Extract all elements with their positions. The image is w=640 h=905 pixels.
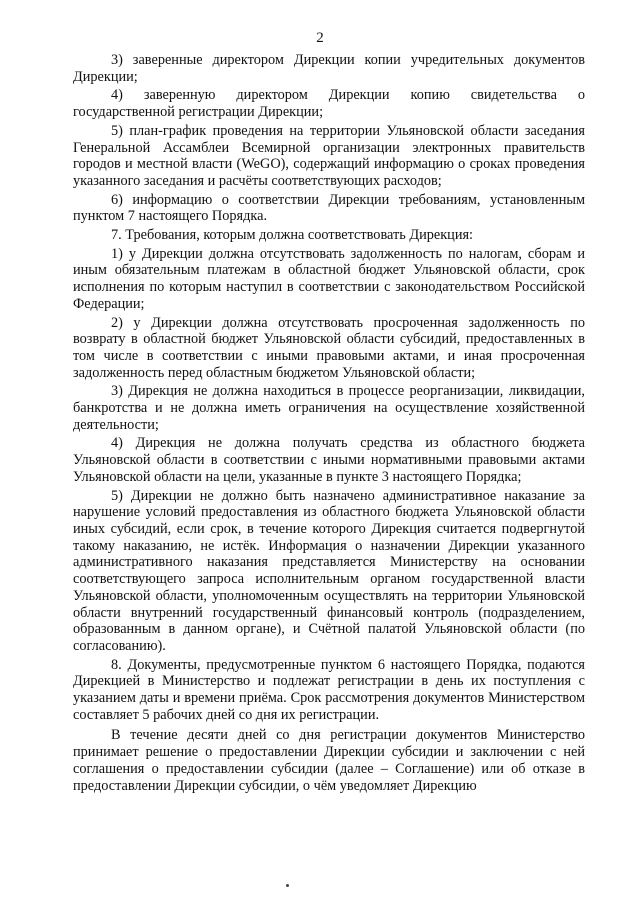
section-8-paragraph: 8. Документы, предусмотренные пунктом 6 настоящего Порядка, подаются Дирекцией в Министерство и подлежат регистрации в день их поступления с указанием даты и времени приёма. Срок рассмотрения документов Министерством составляет 5 рабочих дней со дня их регистрации. — [73, 656, 585, 723]
paragraph-item-5: 5) план-график проведения на территории Ульяновской области заседания Генеральной Ассамблеи Всемирной организации электронных правительств городов и местной власти (WeGO), содержащий информацию о сроках проведения указанного заседания и расчёты соответствующих расходов; — [73, 122, 585, 189]
document-body — [73, 52, 585, 796]
requirement-2: 2) у Дирекции должна отсутствовать просроченная задолженность по возврату в областной бюджет Ульяновской области субсидий, предоставленных в том числе в соответствии с иными правовыми актами, и иная просроченная задолженность перед областным бюджетом Ульяновской области; — [73, 314, 585, 381]
requirement-4: 4) Дирекция не должна получать средства из областного бюджета Ульяновской области в соответствии с иными нормативными правовыми актами Ульяновской области на цели, указанные в пункте 3 настоящего Порядка; — [73, 435, 585, 485]
scan-dot-mark — [286, 884, 289, 887]
requirement-3: 3) Дирекция не должна находиться в процессе реорганизации, ликвидации, банкротства и не должна иметь ограничения на осуществление хозяйственной деятельности; — [73, 383, 585, 433]
requirement-5: 5) Дирекции не должно быть назначено административное наказание за нарушение условий предоставления из областного бюджета Ульяновской области иных субсидий, если срок, в течение которого Дирекция считается подвергнутой такому наказанию, не истёк. Информация о назначении Дирекции указанного административного наказания представляется Министерству на основании соответствующего запроса исполнительным органом государственной власти Ульяновской области, уполномоченным осуществлять на территории Ульяновской области внутренний государственный финансовый контроль (подразделением, образованным в данном органе), и Счётной палатой Ульяновской области (по согласованию). — [73, 487, 585, 654]
paragraph-item-4: 4) заверенную директором Дирекции копию свидетельства о государственной регистрации Дирекции; — [73, 87, 585, 121]
paragraph-item-3: 3) заверенные директором Дирекции копии учредительных документов Дирекции; — [73, 52, 585, 85]
requirement-1: 1) у Дирекции должна отсутствовать задолженность по налогам, сборам и иным обязательным платежам в областной бюджет Ульяновской области, срок исполнения по которым наступил в соответствии с законодательством Российской Федерации; — [73, 245, 585, 312]
decision-paragraph: В течение десяти дней со дня регистрации документов Министерство принимает решение о предоставлении Дирекции субсидии и заключении с ней соглашения о предоставлении субсидии (далее – Соглашение) или об отказе в предоставлении Дирекции субсидии, о чём уведомляет Дирекцию — [73, 727, 585, 794]
section-7-heading: 7. Требования, которым должна соответствовать Дирекция: — [111, 227, 474, 244]
paragraph-item-6: 6) информацию о соответствии Дирекции требованиям, установленным пунктом 7 настоящего Порядка. — [73, 191, 585, 225]
page-number: 2 — [316, 30, 324, 46]
